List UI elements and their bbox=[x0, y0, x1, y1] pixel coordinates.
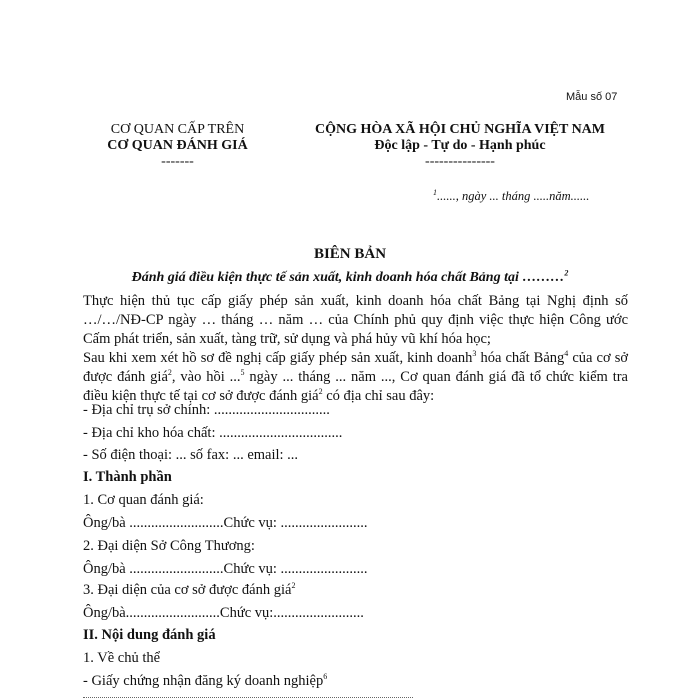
header-left bbox=[95, 122, 260, 170]
subtitle-text: Đánh giá điều kiện thực tế sản xuất, kinh doanh hóa chất Bảng tại ……… bbox=[131, 270, 565, 285]
item-assessing-agency: 1. Cơ quan đánh giá: bbox=[83, 492, 204, 508]
section-assessment-content: II. Nội dung đánh giá bbox=[83, 627, 216, 643]
item-facility-rep: 3. Đại diện của cơ sở được đánh giá$^2$ bbox=[83, 581, 296, 598]
cut-off-next-line bbox=[83, 693, 413, 700]
document-subtitle bbox=[0, 270, 700, 286]
warehouse-address: - Địa chỉ kho hóa chất: .................................. bbox=[83, 425, 343, 441]
contact-line: - Số điện thoại: ... số fax: ... email: ... bbox=[83, 447, 299, 463]
document-title: BIÊN BẢN bbox=[313, 246, 387, 262]
assessment-paragraph: Sau khi xem xét hồ sơ đề nghị cấp giấy phép sản xuất, kinh doanh$^3$ hóa chất Bảng$^4$ của cơ sở được đánh giá$^2$, vào hồi ...$^5$ ngày ... tháng ... năm ..., Cơ quan đánh giá đã tổ chức kiểm tra điều kiện thực tế tại cơ sở được đánh giá$^2$ có địa chỉ sau đây: bbox=[83, 349, 628, 404]
item-industry-dept: 2. Đại diện Sở Công Thương: bbox=[83, 538, 255, 554]
person-line-facility: Ông/bà..........................Chức vụ:......................... bbox=[83, 605, 364, 621]
form-code: Mẫu số 07 bbox=[566, 91, 618, 103]
motto: Độc lập - Tự do - Hạnh phúc bbox=[374, 138, 546, 153]
subtitle-footnote-ref: 2 bbox=[564, 268, 569, 278]
item-subject: 1. Về chủ thể bbox=[83, 650, 161, 666]
section-composition: I. Thành phần bbox=[83, 469, 172, 485]
business-registration-line: - Giấy chứng nhận đăng ký doanh nghiệp$^6$ bbox=[83, 672, 328, 689]
date-footnote-ref: 1 bbox=[433, 187, 437, 197]
header-right bbox=[285, 122, 635, 170]
person-line-dept: Ông/bà ..........................Chức vụ: ........................ bbox=[83, 561, 368, 577]
assessing-agency-label: CƠ QUAN ĐÁNH GIÁ bbox=[107, 138, 248, 153]
country-name: CỘNG HÒA XÃ HỘI CHỦ NGHĨA VIỆT NAM bbox=[314, 122, 605, 137]
person-line-agency: Ông/bà ..........................Chức vụ: ........................ bbox=[83, 515, 368, 531]
right-divider: --------------- bbox=[425, 154, 495, 169]
date-text: ......, ngày ... tháng .....năm...... bbox=[437, 189, 590, 203]
date-line bbox=[433, 189, 589, 204]
intro-paragraph: Thực hiện thủ tục cấp giấy phép sản xuất, kinh doanh hóa chất Bảng tại Nghị định số …/…/NĐ-CP ngày … tháng … năm … của Chính phủ quy định việc thực hiện Công ước Cấm phát triển, sản xuất, tàng trữ, sử dụng và phá hủy vũ khí hóa học; bbox=[83, 293, 628, 347]
left-divider: ------- bbox=[161, 154, 194, 169]
superior-agency-label: CƠ QUAN CẤP TRÊN bbox=[110, 122, 245, 137]
head-office-address: - Địa chỉ trụ sở chính: ................................ bbox=[83, 402, 330, 418]
